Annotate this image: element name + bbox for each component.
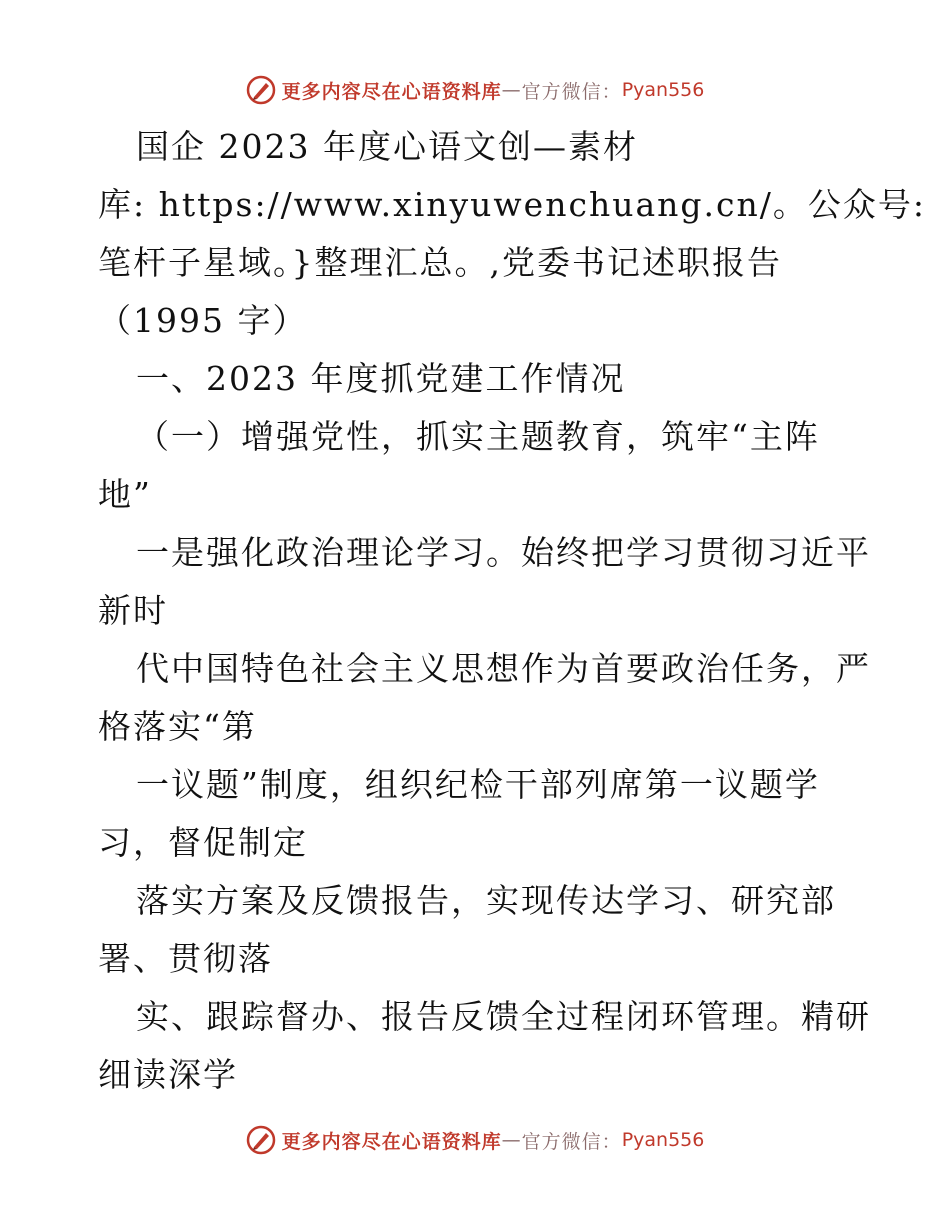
watermark-wechat-id: Pyan556: [621, 1129, 705, 1151]
watermark-wechat-id: Pyan556: [621, 79, 705, 101]
body-text-line: 落实方案及反馈报告，实现传达学习、研究部: [136, 881, 836, 920]
body-text-line: 新时: [98, 591, 168, 630]
watermark-wechat-label: 官方微信：: [521, 1130, 622, 1153]
body-text-line: 国企 2023 年度心语文创—素材: [136, 127, 638, 166]
footer-watermark: [0, 1122, 950, 1158]
body-text-line: 笔杆子星域。}整理汇总。,党委书记述职报告: [98, 243, 782, 282]
body-text-line: 一、2023 年度抓党建工作情况: [136, 359, 626, 398]
watermark-red-text: 更多内容尽在心语资料库: [281, 80, 502, 103]
body-text-line: 库: https://www.xinyuwenchuang.cn/。公众号:: [98, 185, 926, 224]
body-text-line: 一议题”制度，组织纪检干部列席第一议题学: [136, 765, 820, 804]
body-text-line: 一是强化政治理论学习。始终把学习贯彻习近平: [136, 533, 871, 572]
pen-logo-icon: [246, 75, 276, 105]
watermark-dash: —: [501, 79, 522, 101]
body-text-line: 地”: [98, 475, 152, 514]
body-text-line: 格落实“第: [98, 707, 257, 746]
body-text-line: 署、贯彻落: [98, 939, 273, 978]
watermark-dash: —: [501, 1129, 522, 1151]
document-body: [98, 118, 926, 1104]
body-text-line: （一）增强党性，抓实主题教育，筑牢“主阵: [136, 417, 820, 456]
body-text-line: 实、跟踪督办、报告反馈全过程闭环管理。精研: [136, 997, 871, 1036]
body-text-line: 代中国特色社会主义思想作为首要政治任务，严: [136, 649, 871, 688]
body-text-line: （1995 字）: [98, 301, 308, 340]
watermark-red-text: 更多内容尽在心语资料库: [281, 1130, 502, 1153]
body-text-line: 习，督促制定: [98, 823, 308, 862]
header-watermark: [0, 72, 950, 108]
pen-logo-icon: [246, 1125, 276, 1155]
body-text-line: 细读深学: [98, 1055, 238, 1094]
watermark-wechat-label: 官方微信：: [521, 80, 622, 103]
